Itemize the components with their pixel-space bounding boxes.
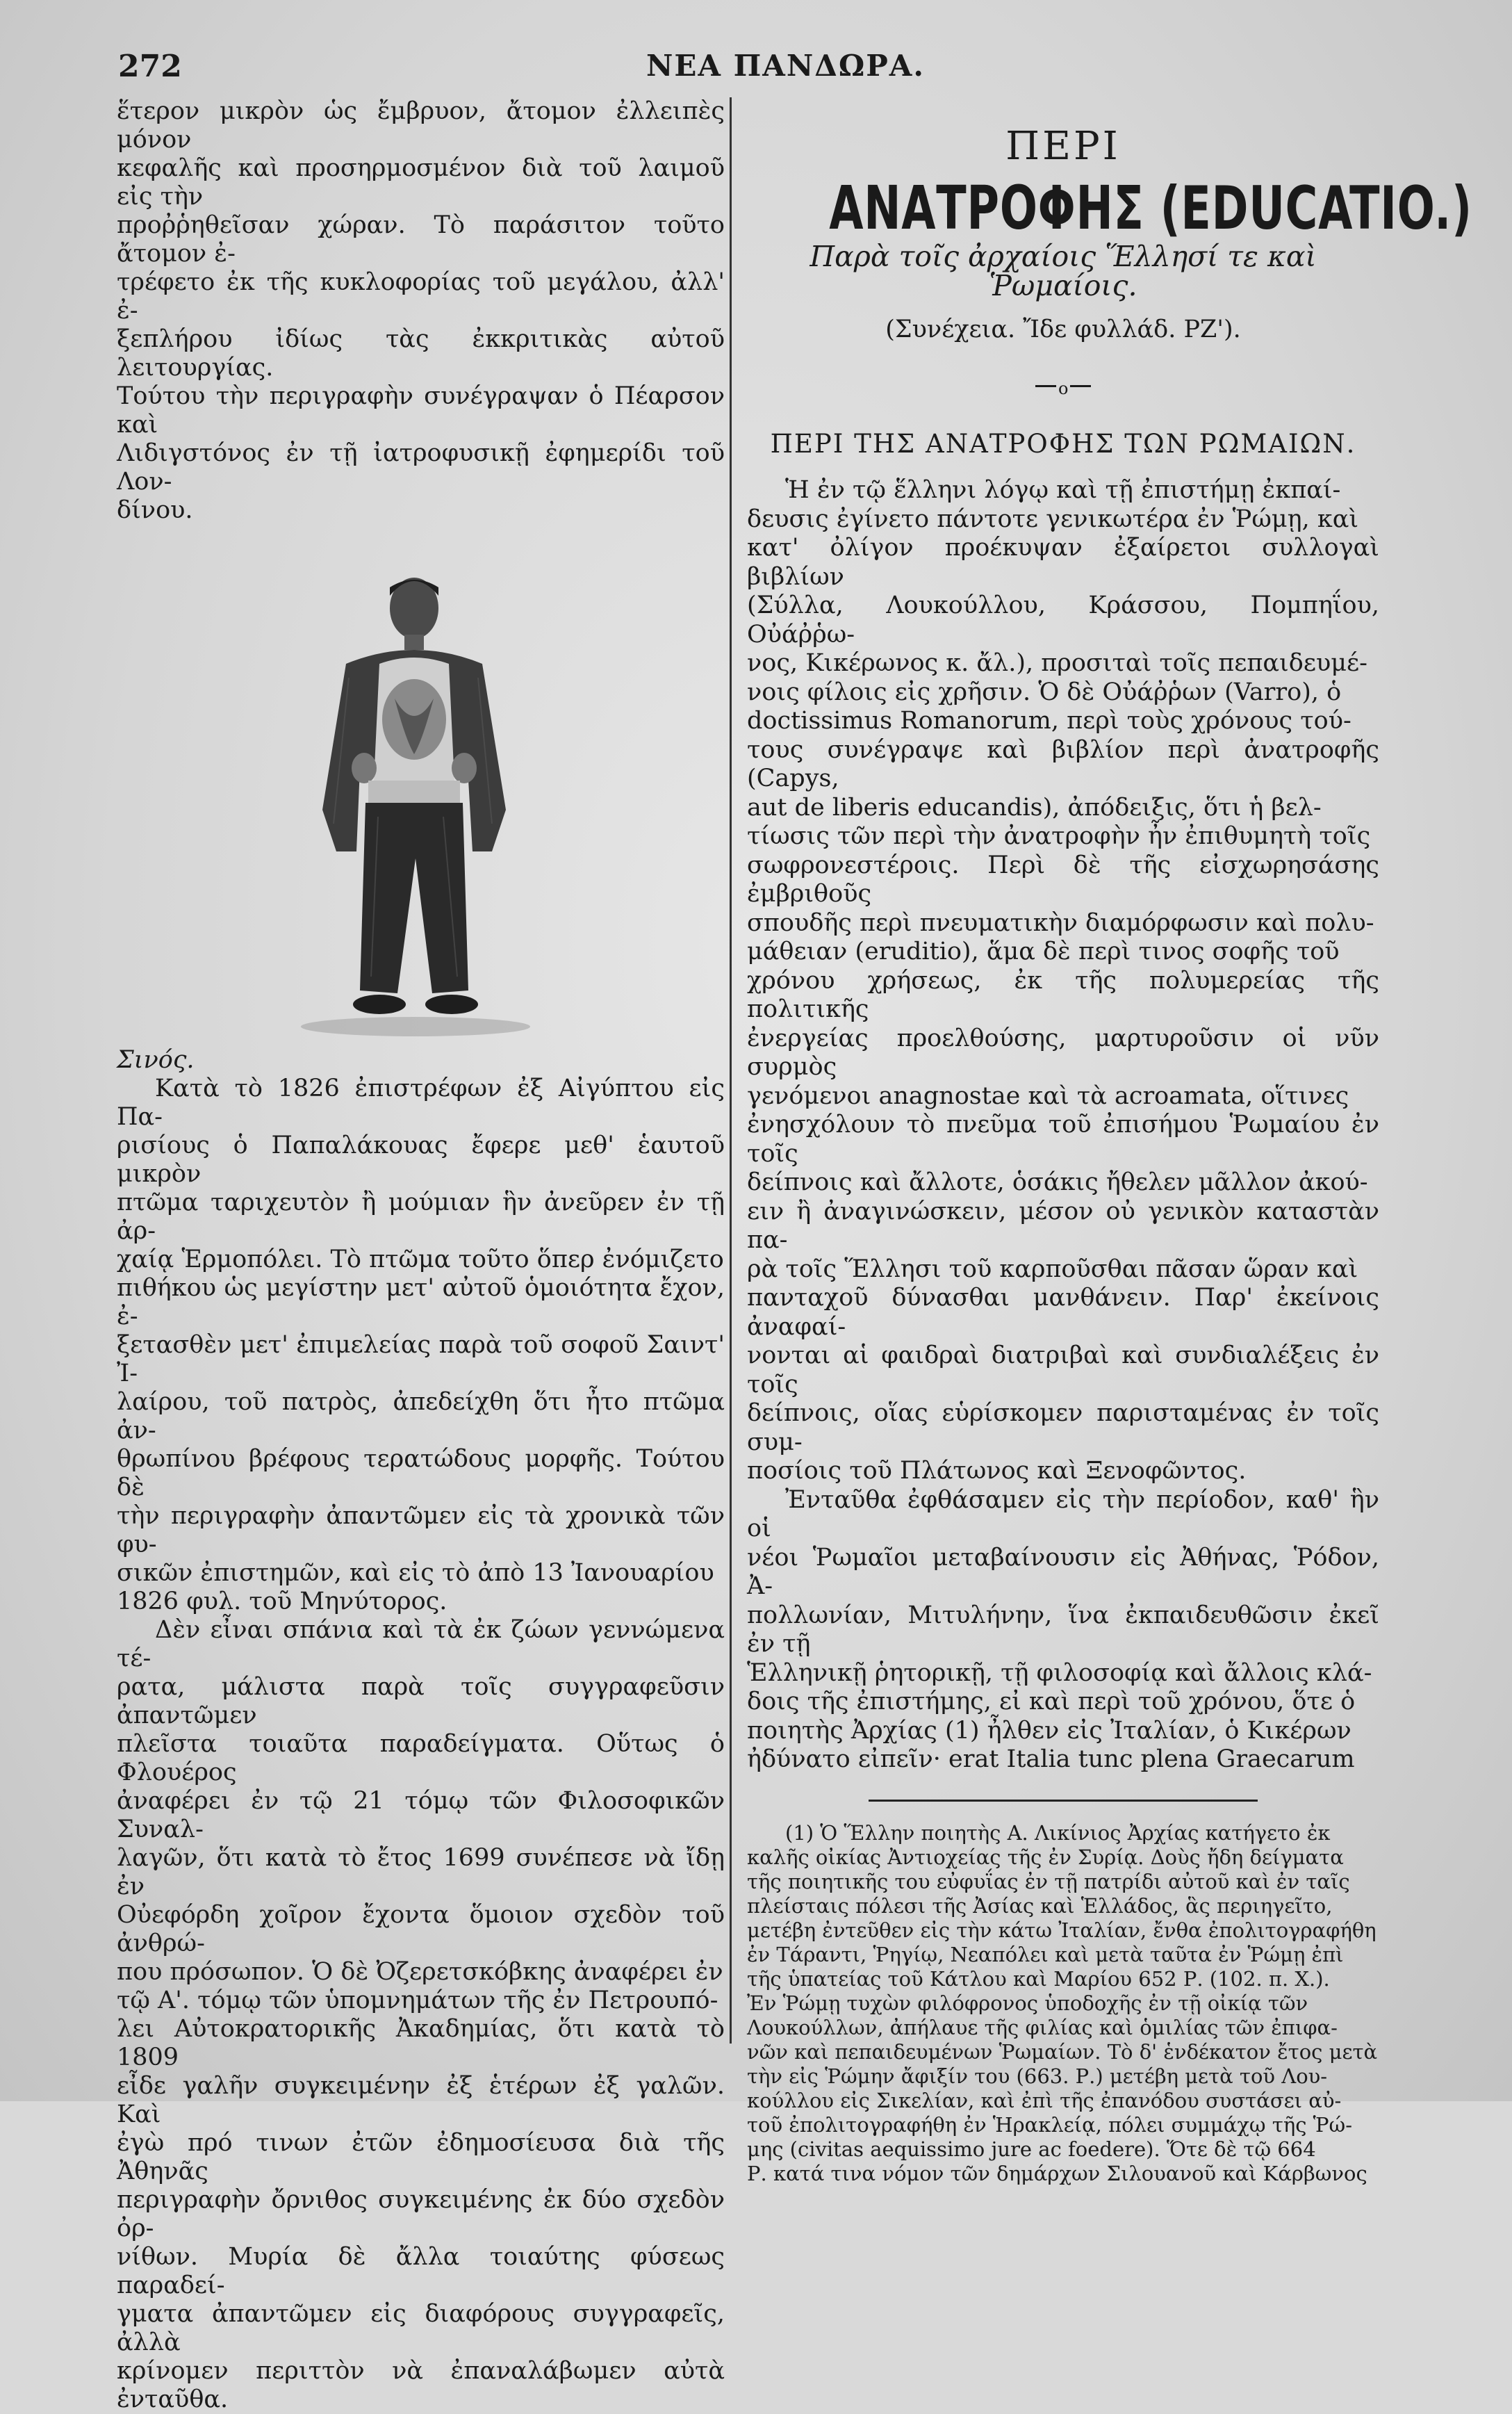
text-line: θρωπίνου βρέφους τερατώδους μορφῆς. Τούτου δὲ: [117, 1445, 725, 1501]
text-line: ρατα, μάλιστα παρὰ τοῖς συγγραφεῦσιν ἀπαντῶμεν: [117, 1673, 725, 1729]
page-number: 272: [118, 49, 182, 84]
article-subtitle: Παρὰ τοῖς ἀρχαίοις Ἕλλησί τε καὶ Ῥωμαίοις.: [810, 240, 1317, 302]
footnote: [747, 1821, 1379, 2186]
text-line: περιγραφὴν ὄρνιθος συγκειμένης ἐκ δύο σχεδὸν ὀρ-: [117, 2186, 725, 2242]
text-line: κεφαλῆς καὶ προσηρμοσμένον διὰ τοῦ λαιμοῦ εἰς τὴν: [117, 154, 725, 211]
text-line: δίνου.: [117, 496, 193, 524]
text-line: σπουδῆς περὶ πνευματικὴν διαμόρφωσιν καὶ πολυ-: [747, 908, 1374, 937]
text-line: μάθειαν (eruditio), ἅμα δὲ περὶ τινος σοφῆς τοῦ: [747, 938, 1340, 965]
text-line: πανταχοῦ δύνασθαι μανθάνειν. Παρ' ἐκείνοις ἀναφαί-: [747, 1284, 1379, 1341]
text-line: προῤῥηθεῖσαν χώραν. Τὸ παράσιτον τοῦτο ἄτομον ἐ-: [117, 211, 725, 268]
text-line: λαγῶν, ὅτι κατὰ τὸ ἔτος 1699 συνέπεσε νὰ ἴδῃ ἐν: [117, 1844, 725, 1900]
text-line: (Σύλλα, Λουκούλλου, Κράσσου, Πομπηΐου, Οὐάῤῥω-: [747, 592, 1379, 649]
footnote-line: τῆς ποιητικῆς του εὐφυΐας ἐν τῇ πατρίδι αὐτοῦ καὶ ἐν ταῖς: [747, 1869, 1350, 1893]
divider-bar: [1035, 385, 1056, 387]
text-line: γενόμενοι anagnostae καὶ τὰ acroamata, οἵτινες: [747, 1082, 1349, 1110]
text-line: δευσις ἐγίνετο πάντοτε γενικωτέρα ἐν Ῥώμῃ, καὶ: [747, 505, 1359, 533]
footnote-line: Ρ. κατά τινα νόμον τῶν δημάρχων Σιλουανοῦ καὶ Κάρβωνος: [747, 2161, 1367, 2185]
paragraph-papalakouas: [117, 1075, 725, 1616]
right-column: [747, 97, 1472, 2186]
text-line: Ἐνταῦθα ἐφθάσαμεν εἰς τὴν περίοδον, καθ' ἣν οἱ: [747, 1485, 1379, 1542]
text-line: τὴν περιγραφὴν ἀπαντῶμεν εἰς τὰ χρονικὰ τῶν φυ-: [117, 1502, 725, 1558]
text-line: νίθων. Μυρία δὲ ἄλλα τοιαύτης φύσεως παραδεί-: [117, 2243, 725, 2299]
footnote-line: Λουκούλλων, ἀπήλαυε τῆς φιλίας καὶ ὁμιλίας τῶν ἐπιφα-: [747, 2015, 1338, 2039]
text-line: λει Αὐτοκρατορικῆς Ἀκαδημίας, ὅτι κατὰ τὸ 1809: [117, 2015, 725, 2071]
text-line: δείπνοις καὶ ἄλλοτε, ὁσάκις ἤθελεν μᾶλλον ἀκού-: [747, 1168, 1368, 1196]
text-line: χαίᾳ Ἑρμοπόλει. Τὸ πτῶμα τοῦτο ὅπερ ἐνόμιζετο: [117, 1246, 724, 1273]
text-line: ἐνησχόλουν τὸ πνεῦμα τοῦ ἐπισήμου Ῥωμαίου ἐν τοῖς: [747, 1111, 1379, 1168]
text-line: σωφρονεστέροις. Περὶ δὲ τῆς εἰσχωρησάσης ἐμβριθοῦς: [747, 851, 1379, 908]
article-heading-peri: ΠΕΡΙ: [1005, 124, 1121, 169]
footnote-line: μετέβη ἐντεῦθεν εἰς τὴν κάτω Ἰταλίαν, ἔνθα ἐπολιτογραφήθη: [747, 1918, 1377, 1942]
paragraph-animal-monsters: [117, 1616, 725, 2414]
text-line: νος, Κικέρωνος κ. ἄλ.), προσιταὶ τοῖς πεπαιδευμέ-: [747, 649, 1367, 677]
text-line: Τούτου τὴν περιγραφὴν συνέγραψαν ὁ Πέαρσον καὶ: [117, 382, 725, 439]
text-line: ἕτερον μικρὸν ὡς ἔμβρυον, ἄτομον ἐλλειπὲς μόνον: [117, 97, 725, 154]
text-line: ειν ἢ ἀναγινώσκειν, μέσον οὐ γενικὸν καταστὰν πα-: [747, 1197, 1379, 1254]
intro-paragraph: [117, 97, 725, 525]
footnote-rule: [869, 1800, 1258, 1802]
text-line: ἠδύνατο εἰπεῖν· erat Italia tunc plena Graecarum: [747, 1745, 1355, 1773]
text-line: Κατὰ τὸ 1826 ἐπιστρέφων ἐξ Αἰγύπτου εἰς Πα-: [117, 1075, 725, 1131]
footnote-line: τὴν εἰς Ῥώμην ἄφιξίν του (663. Ρ.) μετέβη μετὰ τοῦ Λου-: [747, 2064, 1328, 2088]
footnote-line: πλείσταις πόλεσι τῆς Ἀσίας καὶ Ἑλλάδος, ἃς περιηγεῖτο,: [747, 1893, 1333, 1918]
text-line: doctissimus Romanorum, περὶ τοὺς χρόνους τού-: [747, 707, 1351, 735]
footnote-line: ἐν Τάραντι, Ῥηγίῳ, Νεαπόλει καὶ μετὰ ταῦτα ἐν Ῥώμῃ ἐπὶ: [747, 1942, 1344, 1966]
text-line: σικῶν ἐπιστημῶν, καὶ εἰς τὸ ἀπὸ 13 Ἰανουαρίου: [117, 1559, 714, 1587]
text-line: ἐνεργείας προελθούσης, μαρτυροῦσιν οἱ νῦν συρμὸς: [747, 1024, 1379, 1081]
text-line: τους συνέγραψε καὶ βιβλίον περὶ ἀνατροφῆς (Capys,: [747, 735, 1379, 792]
text-line: 1826 φυλ. τοῦ Μηνύτορος.: [117, 1588, 447, 1615]
text-line: ποσίοις τοῦ Πλάτωνος καὶ Ξενοφῶντος.: [747, 1457, 1247, 1485]
text-line: λαίρου, τοῦ πατρὸς, ἀπεδείχθη ὅτι ἦτο πτῶμα ἀν-: [117, 1388, 725, 1444]
text-line: aut de liberis educandis), ἀπόδειξις, ὅτι ἡ βελ-: [747, 793, 1322, 822]
text-line: νοις φίλοις εἰς χρῆσιν. Ὁ δὲ Οὐάῤῥων (Varro), ὁ: [747, 678, 1342, 706]
footnote-line: (1) Ὁ Ἕλλην ποιητὴς Α. Λικίνιος Ἀρχίας κατήγετο ἐκ: [785, 1820, 1331, 1845]
text-line: τρέφετο ἐκ τῆς κυκλοφορίας τοῦ μεγάλου, ἀλλ' ἐ-: [117, 268, 725, 325]
footnote-line: τοῦ ἐπολιτογραφήθη ἐν Ἡρακλείᾳ, πόλει συμμάχῳ τῆς Ῥώ-: [747, 2112, 1353, 2137]
footnote-line: τῆς ὑπατείας τοῦ Κάτλου καὶ Μαρίου 652 Ρ. (102. π. Χ.).: [747, 1966, 1330, 1991]
paragraph-roman-education: [747, 476, 1379, 1486]
text-line: που πρόσωπον. Ὁ δὲ Ὀζερετσκόβκης ἀναφέρει ἐν: [117, 1958, 723, 1986]
text-line: ρὰ τοῖς Ἕλλησι τοῦ καρποῦσθαι πᾶσαν ὥραν καὶ: [747, 1255, 1358, 1283]
text-line: τῷ Α'. τόμῳ τῶν ὑπομνημάτων τῆς ἐν Πετρουπό-: [117, 1987, 718, 2014]
text-line: κατ' ὀλίγον προέκυψαν ἐξαίρετοι συλλογαὶ βιβλίων: [747, 534, 1379, 591]
divider-bar: [1070, 385, 1091, 387]
text-line: Ἑλληνικῇ ῥητορικῇ, τῇ φιλοσοφίᾳ καὶ ἄλλοις κλά-: [747, 1658, 1372, 1687]
text-line: ξεπλήρου ἰδίως τὰς ἐκκριτικὰς αὐτοῦ λειτουργίας.: [117, 325, 725, 382]
running-header: [118, 49, 1418, 90]
running-title: ΝΕΑ ΠΑΝΔΩΡΑ.: [646, 49, 926, 83]
figure-caption: Σινός.: [117, 1046, 195, 1074]
continuation-note: (Συνέχεια. Ἴδε φυλλάδ. ΡΖ').: [885, 316, 1241, 343]
footnote-line: μης (civitas aequissimo jure ac foedere). Ὅτε δὲ τῷ 664: [747, 2137, 1316, 2161]
text-line: τίωσις τῶν περὶ τὴν ἀνατροφὴν ἦν ἐπιθυμητὴ τοῖς: [747, 822, 1371, 850]
paragraph-roman-students: [747, 1486, 1379, 1775]
text-line: δοις τῆς ἐπιστήμης, εἰ καὶ περὶ τοῦ χρόνου, ὅτε ὁ: [747, 1688, 1356, 1715]
footnote-line: καλῆς οἰκίας Ἀντιοχείας τῆς ἐν Συρίᾳ. Δοὺς ἤδη δείγματα: [747, 1845, 1344, 1869]
text-line: Δὲν εἶναι σπάνια καὶ τὰ ἐκ ζώων γεννώμενα τέ-: [117, 1616, 725, 1672]
text-line: κρίνομεν περιττὸν νὰ ἐπαναλάβωμεν αὐτὰ ἐνταῦθα.: [117, 2357, 725, 2413]
column-rule: [730, 97, 732, 2044]
text-line: ξετασθὲν μετ' ἐπιμελείας παρὰ τοῦ σοφοῦ Σαιντ' Ἰ-: [117, 1331, 725, 1387]
text-line: γματα ἀπαντῶμεν εἰς διαφόρους συγγραφεῖς, ἀλλὰ: [117, 2300, 725, 2356]
footnote-line: κούλλου εἰς Σικελίαν, καὶ ἐπὶ τῆς ἐπανόδου συστάσει αὐ-: [747, 2088, 1342, 2112]
left-column: [117, 97, 725, 2414]
footnote-line: νῶν καὶ πεπαιδευμένων Ῥωμαίων. Τὸ δ' ἑνδέκατον ἔτος μετὰ: [747, 2039, 1378, 2064]
text-line: χρόνου χρήσεως, ἐκ τῆς πολυμερείας τῆς πολιτικῆς: [747, 966, 1379, 1023]
text-line: ἐγὼ πρό τινων ἐτῶν ἐδημοσίευσα διὰ τῆς Ἀθηνᾶς: [117, 2129, 725, 2185]
text-line: Ἡ ἐν τῷ ἕλληνι λόγῳ καὶ τῇ ἐπιστήμῃ ἐκπαί-: [785, 476, 1341, 504]
text-line: Οὐεφόρδη χοῖρον ἔχοντα ὅμοιον σχεδὸν τοῦ ἀνθρώ-: [117, 1901, 725, 1957]
text-line: πολλωνίαν, Μιτυλήνην, ἵνα ἐκπαιδευθῶσιν ἐκεῖ ἐν τῇ: [747, 1601, 1379, 1658]
text-line: ρισίους ὁ Παπαλάκουας ἔφερε μεθ' ἑαυτοῦ μικρὸν: [117, 1132, 725, 1188]
engraving-illustration: [117, 560, 725, 1046]
divider-mark: o: [1058, 378, 1069, 398]
text-line: πτῶμα ταριχευτὸν ἢ μούμιαν ἣν ἀνεῦρεν ἐν τῇ ἀρ-: [117, 1189, 725, 1245]
ornamental-divider: [1035, 371, 1091, 399]
engraving-figure: [117, 560, 725, 1046]
text-line: ἀναφέρει ἐν τῷ 21 τόμῳ τῶν Φιλοσοφικῶν Συναλ-: [117, 1787, 725, 1843]
text-line: νονται αἱ φαιδραὶ διατριβαὶ καὶ συνδιαλέξεις ἐν τοῖς: [747, 1341, 1379, 1398]
article-title: ΑΝΑΤΡΟΦΗΣ (EDUCATIO.): [829, 173, 1472, 243]
text-line: δείπνοις, οἵας εὑρίσκομεν παρισταμένας ἐν τοῖς συμ-: [747, 1399, 1379, 1456]
text-line: ποιητὴς Ἀρχίας (1) ἦλθεν εἰς Ἰταλίαν, ὁ Κικέρων: [747, 1716, 1351, 1745]
footnote-line: Ἐν Ῥώμῃ τυχὼν φιλόφρονος ὑποδοχῆς ἐν τῇ οἰκίᾳ τῶν: [747, 1991, 1308, 2015]
text-line: εἶδε γαλῆν συγκειμένην ἐξ ἑτέρων ἐξ γαλῶν. Καὶ: [117, 2072, 725, 2128]
section-title: ΠΕΡΙ ΤΗΣ ΑΝΑΤΡΟΦΗΣ ΤΩΝ ΡΩΜΑΙΩΝ.: [770, 428, 1356, 459]
text-line: πλεῖστα τοιαῦτα παραδείγματα. Οὕτως ὁ Φλουέρος: [117, 1730, 725, 1786]
text-line: Λιδιγστόνος ἐν τῇ ἰατροφυσικῇ ἐφημερίδι τοῦ Λον-: [117, 439, 725, 496]
text-line: πιθήκου ὡς μεγίστην μετ' αὐτοῦ ὁμοιότητα ἔχον, ἐ-: [117, 1274, 725, 1330]
text-line: νέοι Ῥωμαῖοι μεταβαίνουσιν εἰς Ἀθήνας, Ῥόδον, Ἀ-: [747, 1543, 1379, 1600]
